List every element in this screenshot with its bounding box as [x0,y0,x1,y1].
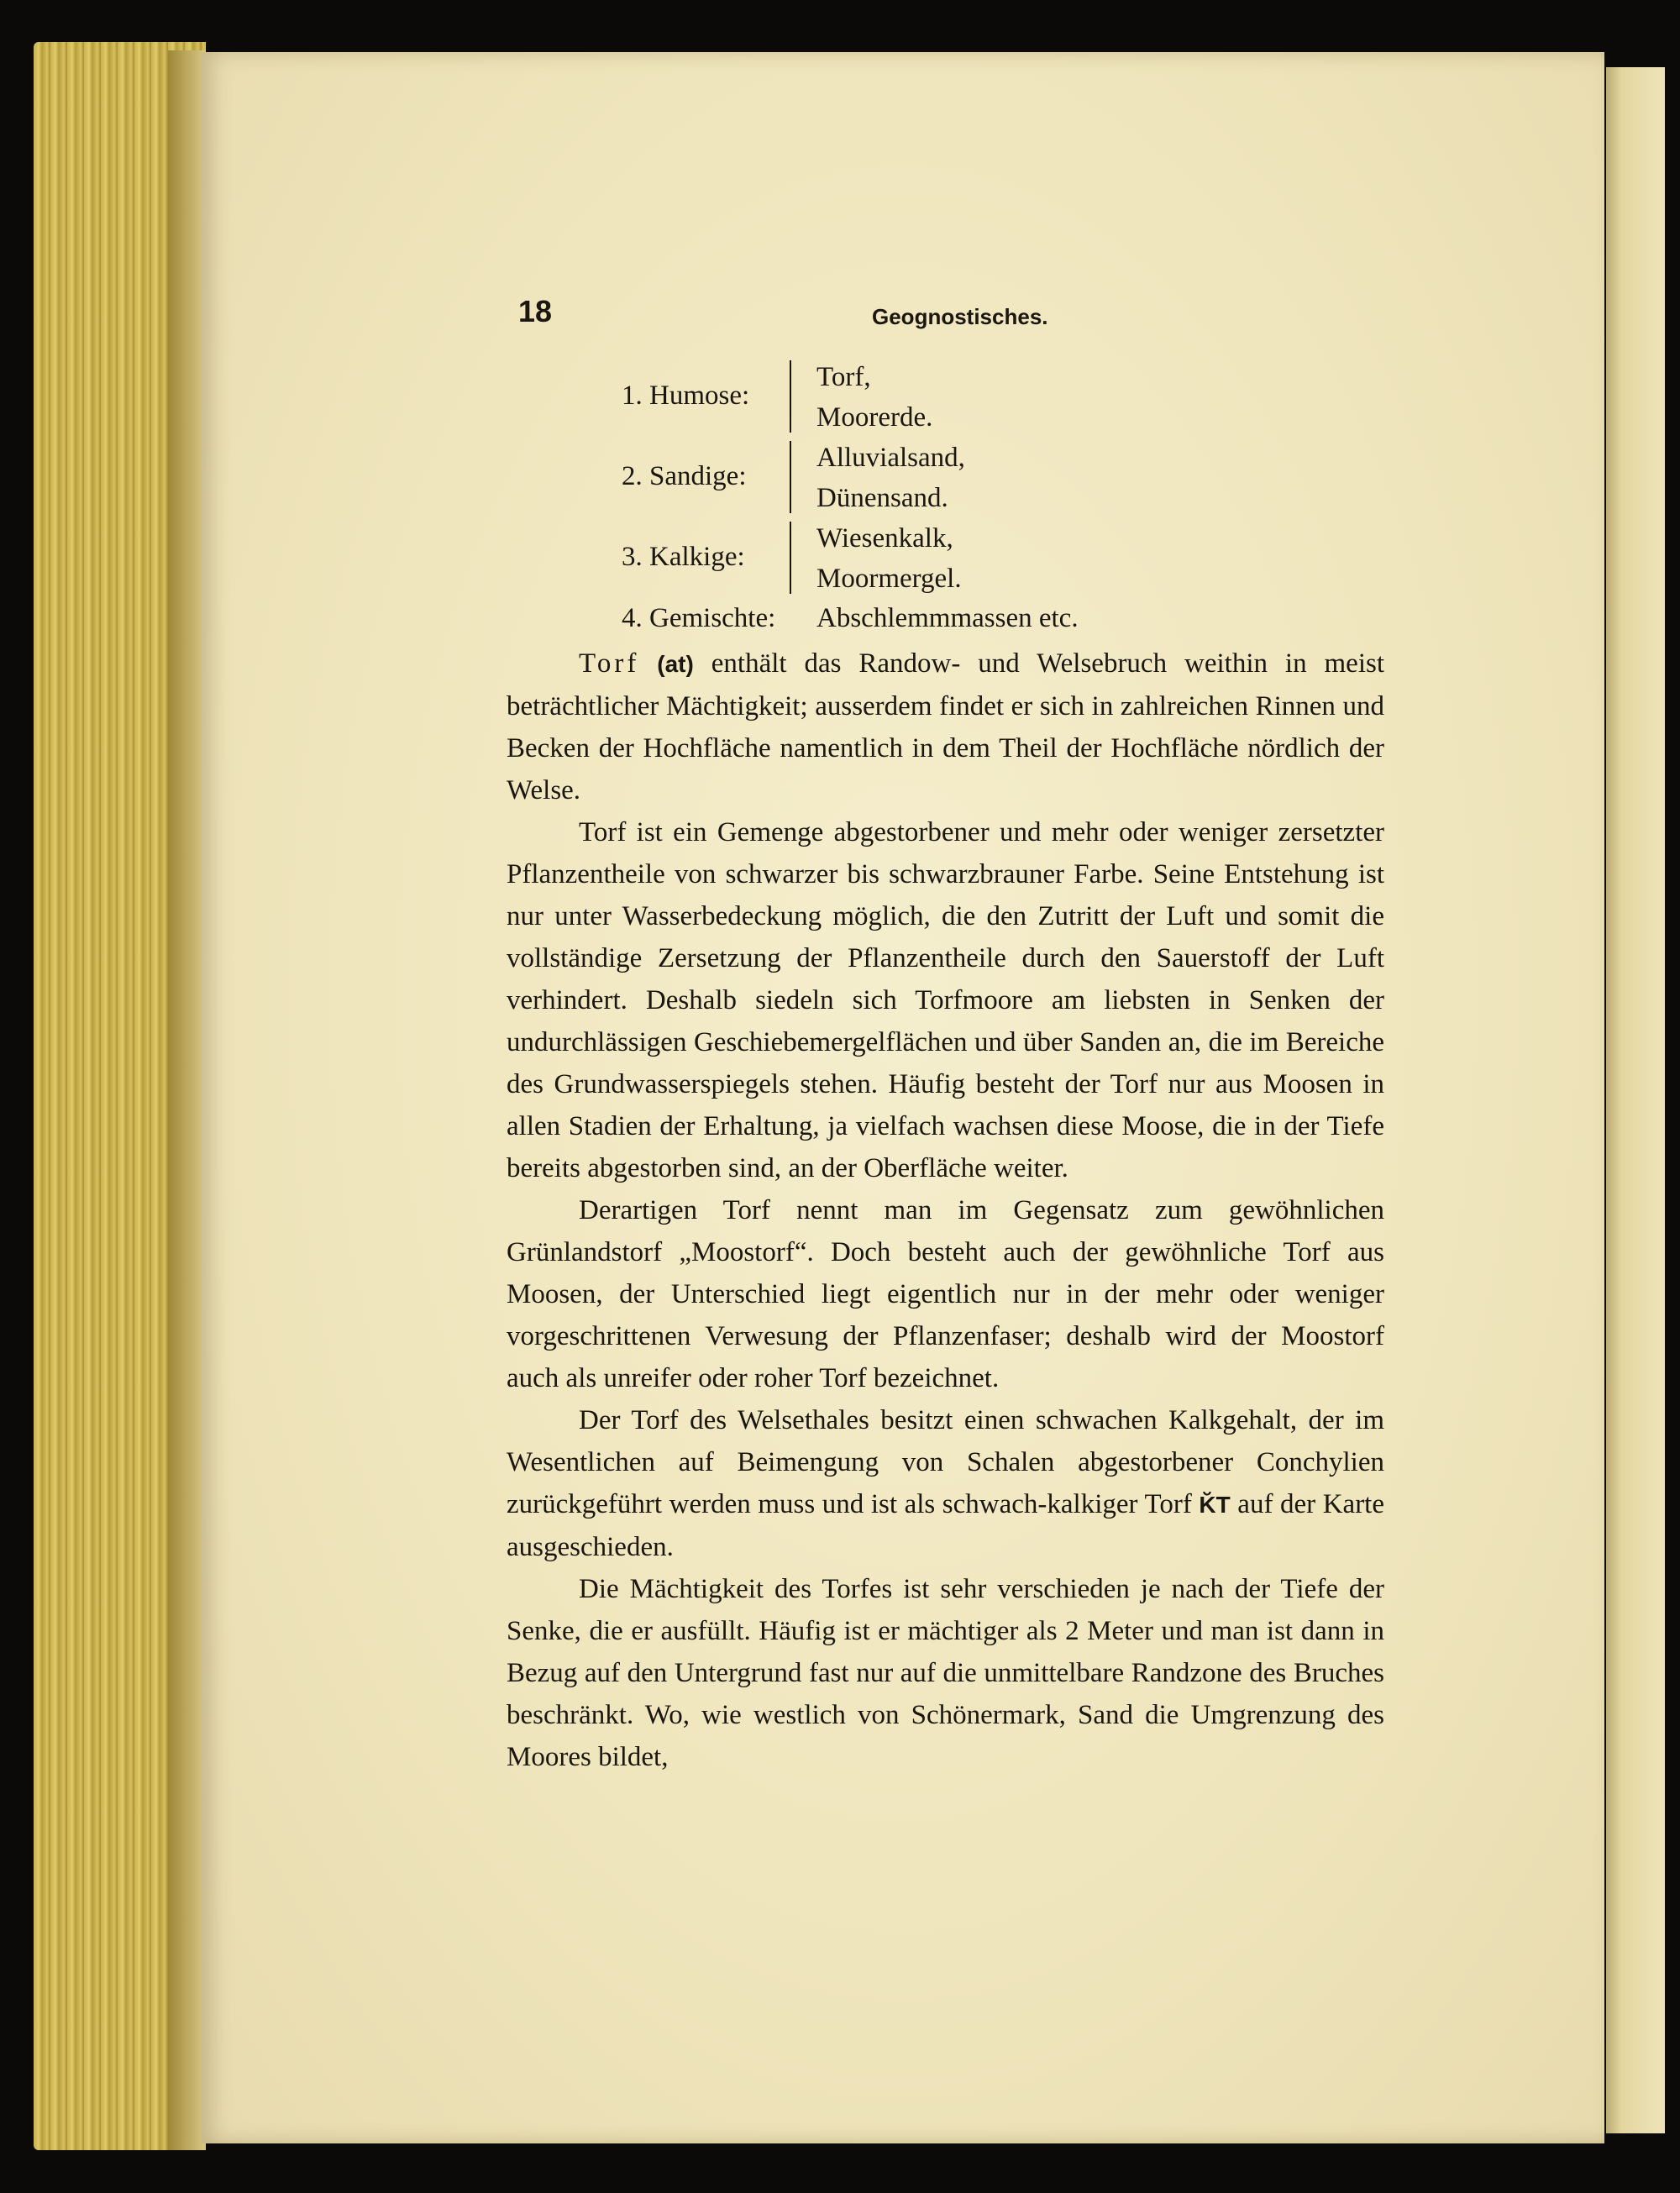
classification-list [622,357,1210,637]
paragraph-text: enthält das Randow- und Welsebruch weithin in meist beträchtlicher Mächtigkeit; ausserdem findet er sich in zahlreichen Rinnen und Becken der Hochfläche namentlich in dem Theil der Hochfläche nördlich der Welse. [507,648,1385,805]
classification-item: Alluvialsand, [816,443,965,473]
classification-item: Abschlemmmassen etc. [816,603,1079,633]
classification-label: 2. Sandige: [622,461,747,491]
paragraph [507,1399,1384,1568]
classification-group [622,438,1210,518]
classification-label: 1. Humose: [622,380,750,411]
classification-group [622,518,1210,599]
classification-item: Wiesenkalk, [816,523,953,553]
classification-item: Moorerde. [816,402,933,433]
classification-item: Dünensand. [816,483,948,513]
term-torf: Torf [579,648,640,679]
paragraph: Die Mächtigkeit des Torfes ist sehr verschieden je nach der Tiefe der Senke, die er ausfüllt. Häufig ist er mächtiger als 2 Meter und man ist dann in Bezug auf den Untergrund fast nur auf die unmittelbare Randzone des Bruches beschränkt. Wo, wie westlich von Schönermark, Sand die Umgrenzung des Moores bildet, [507,1574,1384,1772]
brace-icon [790,360,800,433]
page-number: 18 [518,294,553,328]
classification-group [622,599,1210,637]
paragraph-text: Der Torf des Welsethales besitzt einen schwachen Kalkgehalt, der im Wesentlichen auf Beimengung von Schalen abgestorbener Conchylien zurückgeführt werden muss und ist als schwach-kalkiger Torf [507,1405,1384,1519]
classification-label: 3. Kalkige: [622,542,745,572]
paragraph [507,643,1384,811]
brace-icon [790,441,800,513]
classification-group [622,357,1210,438]
classification-item: Moormergel. [816,564,962,594]
paragraph: Torf ist ein Gemenge abgestorbener und mehr oder weniger zersetzter Pflanzentheile von schwarzer bis schwarzbrauner Farbe. Seine Entstehung ist nur unter Wasserbedeckung möglich, die den Zutritt der Luft und somit die vollständige Zersetzung der Pflanzentheile durch den Sauerstoff der Luft verhindert. Deshalb siedeln sich Torfmoore am liebsten in Senken der undurchlässigen Geschiebemergelflächen und über Sanden an, die im Bereiche des Grundwasserspiegels stehen. Häufig besteht der Torf nur aus Moosen in allen Stadien der Erhaltung, ja vielfach wachsen diese Moose, die in der Tiefe bereits abgestorben sind, an der Oberfläche weiter. [507,817,1384,1183]
facing-page-edge [1606,67,1665,2133]
classification-item: Torf, [816,362,871,392]
body-text [507,643,1384,1778]
book-gutter [168,50,206,2150]
paragraph-text: auf der Karte ausgeschieden. [507,1489,1384,1562]
paragraph: Derartigen Torf nennt man im Gegensatz zum gewöhnlichen Grünlandstorf „Moostorf“. Doch besteht auch der gewöhnliche Torf aus Moosen, der Unterschied liegt eigentlich nur in der mehr oder weniger vorgeschrittenen Verwesung der Pflanzenfaser; deshalb wird der Moostorf auch als unreifer oder roher Torf bezeichnet. [507,1195,1384,1393]
brace-icon [790,522,800,594]
map-symbol: (at) [657,651,694,677]
running-head: Geognostisches. [872,304,1048,329]
map-symbol: K̆T [1199,1492,1231,1518]
classification-label: 4. Gemischte: [622,603,776,633]
